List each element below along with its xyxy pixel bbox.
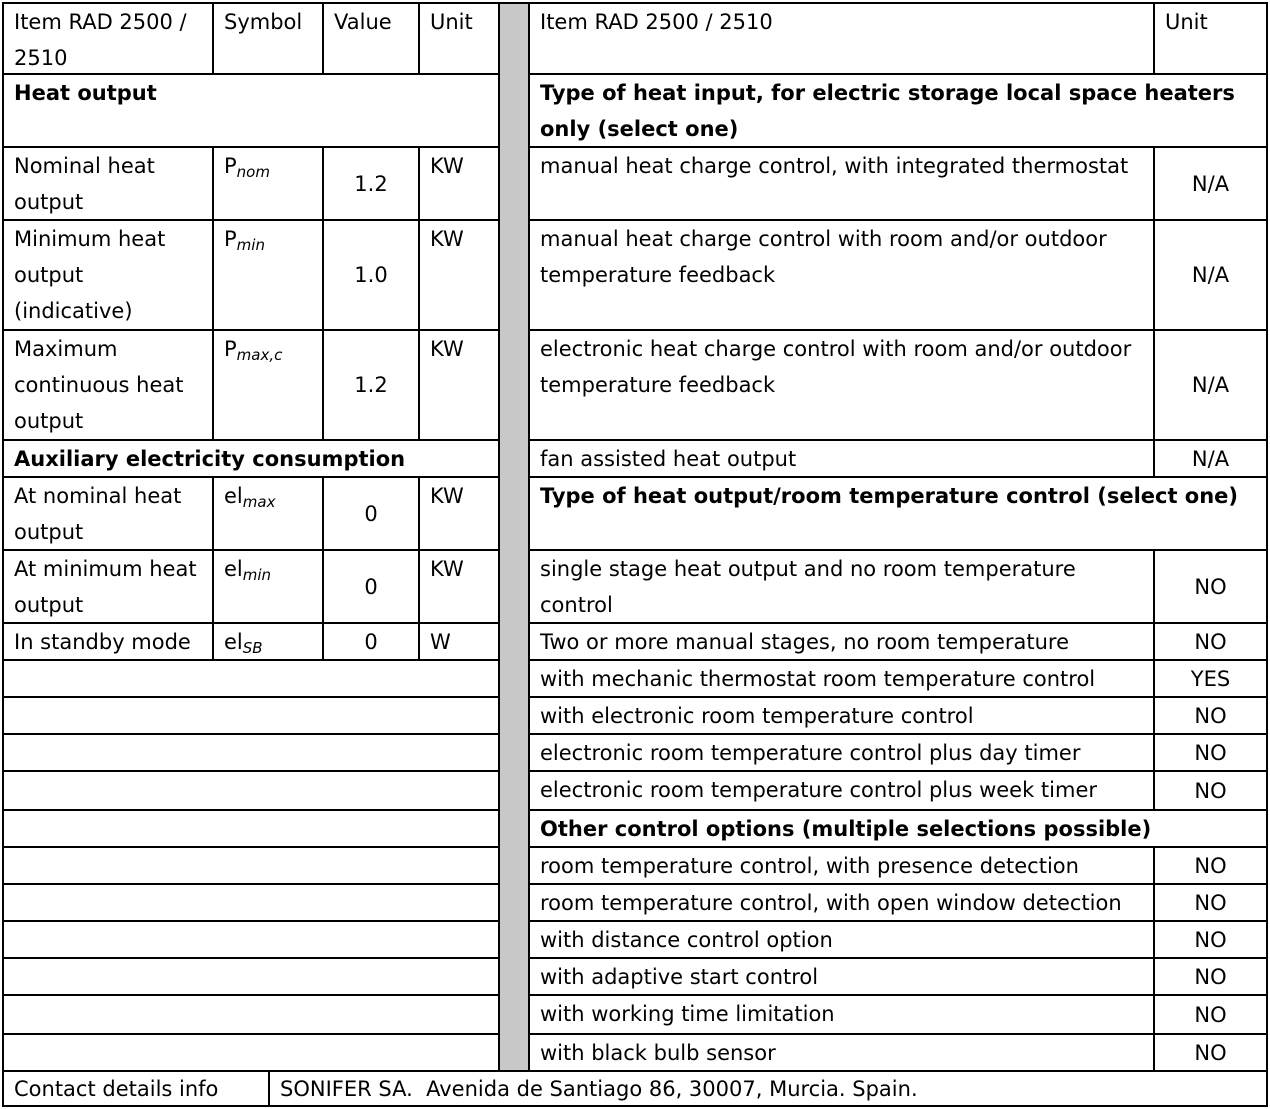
separator-column xyxy=(498,2,530,1072)
heat-output-item: Minimum heat output (indicative) xyxy=(2,219,214,331)
aux-consumption-title: Auxiliary electricity consumption xyxy=(2,439,500,478)
empty-row xyxy=(2,770,500,811)
heat-output-value: 1.0 xyxy=(322,219,420,331)
right-header-item: Item RAD 2500 / 2510 xyxy=(528,2,1155,75)
other-option-value: NO xyxy=(1153,994,1268,1035)
heat-output-unit: KW xyxy=(418,146,500,221)
heat-input-label: fan assisted heat output xyxy=(528,439,1155,478)
left-header-symbol: Symbol xyxy=(212,2,324,75)
other-option-value: NO xyxy=(1153,883,1268,922)
control-type-value: NO xyxy=(1153,549,1268,624)
other-option-label: with distance control option xyxy=(528,920,1155,959)
empty-row xyxy=(2,920,500,959)
empty-row xyxy=(2,733,500,772)
heat-input-value: N/A xyxy=(1153,329,1268,441)
control-type-value: NO xyxy=(1153,770,1268,811)
other-option-value: NO xyxy=(1153,1033,1268,1072)
other-option-value: NO xyxy=(1153,957,1268,996)
control-type-label: electronic room temperature control plus week timer xyxy=(528,770,1155,811)
other-option-label: room temperature control, with open window detection xyxy=(528,883,1155,922)
other-options-title: Other control options (multiple selections possible) xyxy=(528,809,1268,848)
heat-input-value: N/A xyxy=(1153,146,1268,221)
aux-symbol: $el_{max}$ xyxy=(212,476,324,551)
aux-unit: KW xyxy=(418,476,500,551)
other-option-label: with working time limitation xyxy=(528,994,1155,1035)
aux-unit: KW xyxy=(418,549,500,624)
other-option-value: NO xyxy=(1153,846,1268,885)
control-type-value: YES xyxy=(1153,659,1268,698)
heat-output-symbol: $P_{min}$ xyxy=(212,219,324,331)
left-header-item: Item RAD 2500 / 2510 xyxy=(2,2,214,75)
empty-row xyxy=(2,696,500,735)
heat-output-value: 1.2 xyxy=(322,146,420,221)
aux-value: 0 xyxy=(322,622,420,661)
aux-item: In standby mode xyxy=(2,622,214,661)
heat-input-value: N/A xyxy=(1153,439,1268,478)
heat-output-unit: KW xyxy=(418,219,500,331)
empty-row xyxy=(2,809,500,848)
heat-output-item: Nominal heat output xyxy=(2,146,214,221)
heat-input-title: Type of heat input, for electric storage local space heaters only (select one) xyxy=(528,73,1268,148)
heat-input-label: manual heat charge control with room and/or outdoor temperature feedback xyxy=(528,219,1155,331)
contact-label: Contact details info xyxy=(2,1070,270,1107)
heat-input-label: manual heat charge control, with integrated thermostat xyxy=(528,146,1155,221)
other-option-value: NO xyxy=(1153,920,1268,959)
control-type-label: single stage heat output and no room temperature control xyxy=(528,549,1155,624)
aux-value: 0 xyxy=(322,476,420,551)
aux-value: 0 xyxy=(322,549,420,624)
left-header-value: Value xyxy=(322,2,420,75)
control-type-label: with electronic room temperature control xyxy=(528,696,1155,735)
empty-row xyxy=(2,846,500,885)
empty-row xyxy=(2,659,500,698)
heat-output-symbol: $P_{nom}$ xyxy=(212,146,324,221)
heat-output-title: Heat output xyxy=(2,73,500,148)
contact-value: SONIFER SA. Avenida de Santiago 86, 30007, Murcia. Spain. xyxy=(268,1070,1268,1107)
empty-row xyxy=(2,957,500,996)
heat-output-unit: KW xyxy=(418,329,500,441)
control-type-label: electronic room temperature control plus day timer xyxy=(528,733,1155,772)
heat-output-item: Maximum continuous heat output xyxy=(2,329,214,441)
right-header-unit: Unit xyxy=(1153,2,1268,75)
empty-row xyxy=(2,1033,500,1072)
aux-symbol: $el_{min}$ xyxy=(212,549,324,624)
other-option-label: room temperature control, with presence detection xyxy=(528,846,1155,885)
control-type-label: with mechanic thermostat room temperature control xyxy=(528,659,1155,698)
heat-output-value: 1.2 xyxy=(322,329,420,441)
control-type-value: NO xyxy=(1153,733,1268,772)
left-header-unit: Unit xyxy=(418,2,500,75)
other-option-label: with black bulb sensor xyxy=(528,1033,1155,1072)
heat-output-symbol: $P_{max,c}$ xyxy=(212,329,324,441)
heat-input-value: N/A xyxy=(1153,219,1268,331)
aux-item: At minimum heat output xyxy=(2,549,214,624)
aux-symbol: $el_{SB}$ xyxy=(212,622,324,661)
empty-row xyxy=(2,883,500,922)
empty-row xyxy=(2,994,500,1035)
heat-input-label: electronic heat charge control with room and/or outdoor temperature feedback xyxy=(528,329,1155,441)
control-type-title: Type of heat output/room temperature control (select one) xyxy=(528,476,1268,551)
aux-item: At nominal heat output xyxy=(2,476,214,551)
aux-unit: W xyxy=(418,622,500,661)
product-information-table xyxy=(2,2,1268,1107)
other-option-label: with adaptive start control xyxy=(528,957,1155,996)
control-type-value: NO xyxy=(1153,622,1268,661)
control-type-value: NO xyxy=(1153,696,1268,735)
control-type-label: Two or more manual stages, no room temperature xyxy=(528,622,1155,661)
